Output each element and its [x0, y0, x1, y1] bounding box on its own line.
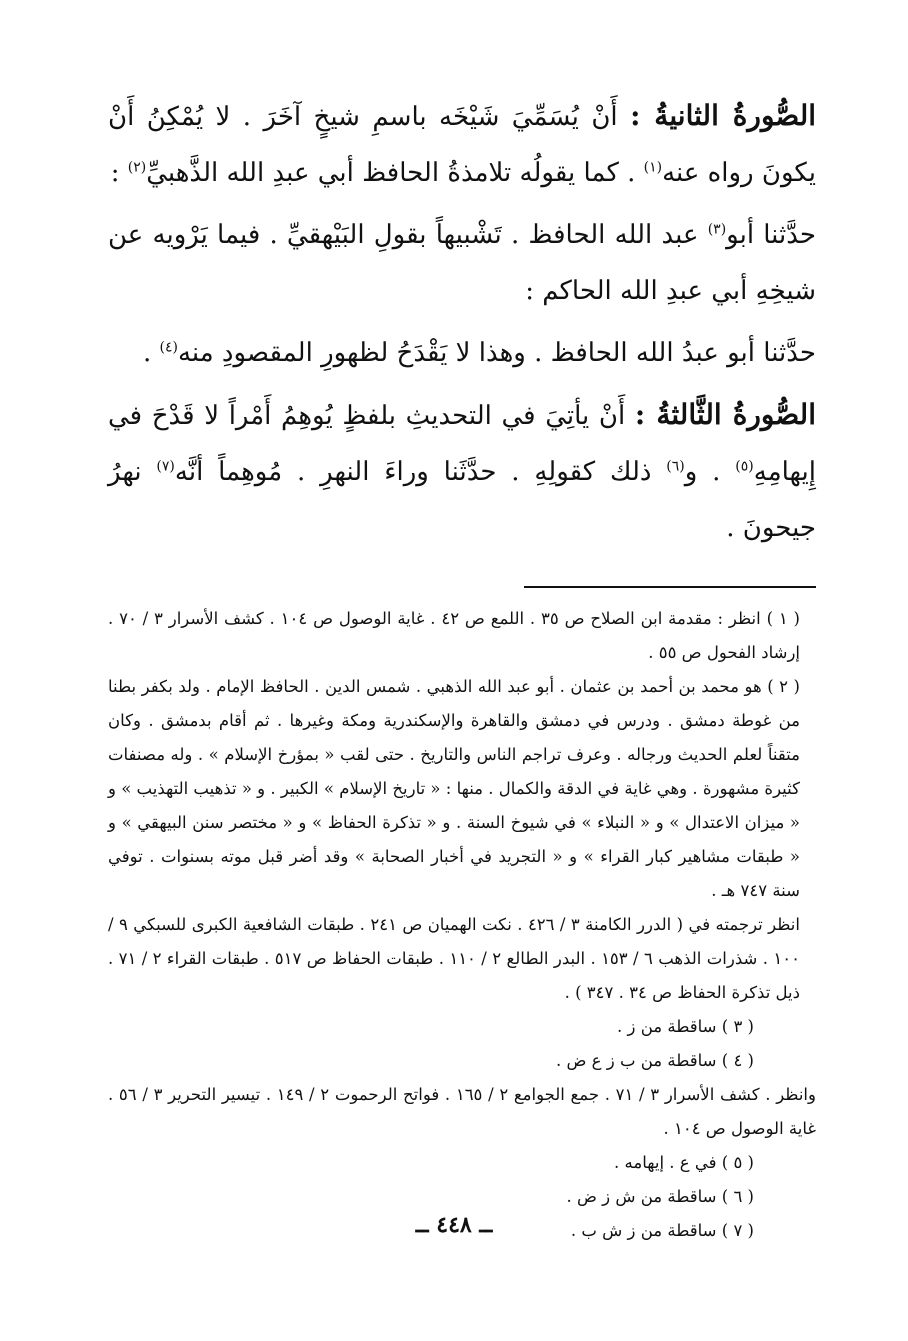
footnote-ref: (٦): [666, 458, 685, 475]
footnote-divider: [524, 586, 816, 588]
footnote-ref: (٢): [127, 159, 147, 176]
paragraph-quote-2: [108, 325, 816, 381]
paragraph-text: ذلك كقولِهِ . حدَّثَنا وراءَ النهرِ . مُوهِماً أنَّه: [174, 457, 667, 487]
paragraph-quote-1: [108, 207, 816, 319]
footnote-ref: (١): [643, 159, 663, 176]
paragraph-text: :: [110, 158, 128, 188]
footnote-4: ( ٤ ) ساقطة من ب ز ع ض .: [555, 1051, 754, 1070]
footnote-ref: (٣): [707, 221, 727, 238]
section-heading: الصُّورةُ الثَّالثةُ :: [634, 398, 816, 431]
paragraph-text: عبد الله الحافظ . تَشْبيهاً بقولِ البَيْهقيِّ . فيما يَرْويه عن شيخِهِ أبي عبدِ الله الحاكم :: [108, 220, 816, 306]
paragraph-text: أَنْ يُسَمِّيَ شَيْخَه باسمِ شيخٍ آخَرَ . لا يُمْكِنُ أَنْ يكونَ رواه عنه: [108, 102, 816, 188]
footnote-1: ( ١ ) انظر : مقدمة ابن الصلاح ص ٣٥ . اللمع ص ٤٢ . غاية الوصول ص ١٠٤ . كشف الأسرار ٣ / ٧٠ . إرشاد الفحول ص ٥٥ .: [108, 609, 800, 662]
paragraph-text: . كما يقولُه تلامذةُ الحافظ أبي عبدِ الله الذَّهبيِّ: [146, 158, 644, 188]
footnote-ref: (٤): [159, 339, 178, 356]
paragraph-text: حدَّثنا أبو: [726, 220, 816, 250]
footnote-ref: (٧): [156, 458, 175, 475]
paragraph-text: . و: [684, 457, 736, 487]
section-heading: الصُّورةُ الثانيةُ :: [630, 99, 816, 132]
footnote-5: ( ٥ ) في ع . إيهامه .: [614, 1153, 754, 1172]
page-number: ــ ٤٤٨ ــ: [415, 1212, 493, 1238]
footnote-4-sources: وانظر . كشف الأسرار ٣ / ٧١ . جمع الجوامع ٢ / ١٦٥ . فواتح الرحموت ٢ / ١٤٩ . تيسير التحرير ٣ / ٥٦ . غاية الوصول ص ١٠٤ .: [108, 1085, 816, 1138]
footnote-ref: (٥): [735, 458, 754, 475]
footnote-2: ( ٢ ) هو محمد بن أحمد بن عثمان . أبو عبد الله الذهبي . شمس الدين . الحافظ الإمام . ولد بكفر بطنا من غوطة دمشق . ودرس في دمشق والقاهرة والإسكندرية ومكة وغيرها . ثم أقام بدمشق . وكان متقناً لعلم الحديث ورجاله . وعرف تراجم الناس والتاريخ . حتى لقب « بمؤرخ الإسلام » . وله مصنفات كثيرة مشهورة . وهي غاية في الدقة والكمال . منها : « تاريخ الإسلام » الكبير . و « تذهيب التهذيب » و « ميزان الاعتدال » و « النبلاء » في شيوخ السنة . و « تذكرة الحفاظ » و « مختصر سنن البيهقي » و « طبقات مشاهير كبار القراء » و « التجريد في أخبار الصحابة » وقد أضر قبل موته بسنوات . توفي سنة ٧٤٧ هـ .: [107, 677, 800, 900]
paragraph-second-form: [108, 88, 816, 201]
main-text: [108, 88, 816, 556]
footnote-3: ( ٣ ) ساقطة من ز .: [617, 1017, 754, 1036]
footnote-6: ( ٦ ) ساقطة من ش ز ض .: [566, 1187, 754, 1206]
paragraph-text: أَنْ يأتِيَ في التحديثِ بلفظٍ يُوهِمُ أَمْراً لا قَدْحَ في إِيهامِهِ: [108, 401, 816, 487]
footnote-2-sources: انظر ترجمته في ( الدرر الكامنة ٣ / ٤٢٦ . نكت الهميان ص ٢٤١ . طبقات الشافعية الكبرى للسبكي ٩ / ١٠٠ . شذرات الذهب ٦ / ١٥٣ . البدر الطالع ٢ / ١١٠ . طبقات الحفاظ ص ٥١٧ . طبقات القراء ٢ / ٧١ . ذيل تذكرة الحفاظ ص ٣٤ . ٣٤٧ ) .: [108, 915, 800, 1002]
paragraph-text: حدَّثنا أبو عبدُ الله الحافظ . وهذا لا يَقْدَحُ لظهورِ المقصودِ منه: [177, 338, 816, 368]
paragraph-text: نهرُ جيحونَ .: [108, 457, 816, 543]
footnotes: [108, 602, 816, 1248]
footnote-7: ( ٧ ) ساقطة من ز ش ب .: [570, 1221, 754, 1240]
paragraph-third-form: [108, 387, 816, 556]
paragraph-text: .: [142, 338, 160, 368]
